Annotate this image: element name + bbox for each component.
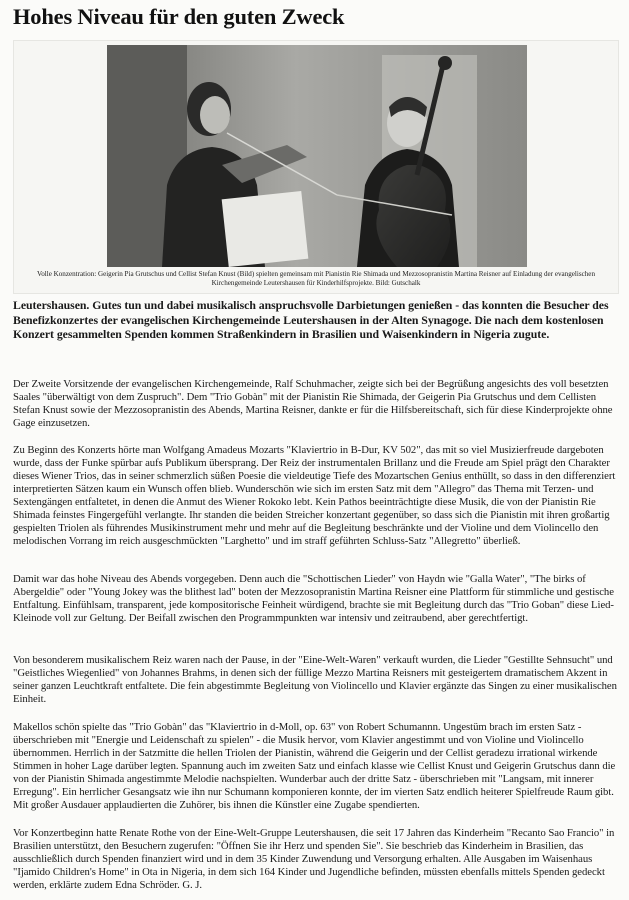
article-lead: Leutershausen. Gutes tun und dabei musikalisch anspruchsvolle Darbietungen genießen - das konnten die Besucher des Benefizkonzertes der evangelischen Kirchengemeinde Leutershausen in der Alten Synagoge. Die nach dem kostenlosen Konzert gesammelten Spenden kommen Straßenkindern in Brasilien und Waisenkindern in Nigeria zugute.: [13, 298, 609, 342]
article-paragraph: Damit war das hohe Niveau des Abends vorgegeben. Denn auch die "Schottischen Lieder" von Haydn wie "Galla Water", "The birks of Abergeldie" oder "Young Jokey was the blithest lad" boten der Mezzosopranistin Martina Reisner eine Plattform für stimmliche und gestische Entfaltung. Einfühlsam, transparent, jede kompositorische Feinheit würdigend, brachte sie mit Begleitung durch das "Trio Goban" diese Lied-Kleinode voll zur Geltung. Der Beifall zwischen den Programmpunkten war intensiv und zeitraubend, aber gerechtfertigt.: [13, 573, 614, 625]
photo-caption: Volle Konzentration: Geigerin Pia Grutschus und Cellist Stefan Knust (Bild) spielten gemeinsam mit Pianistin Rie Shimada und Mezzosopranistin Martina Reisner auf Einladung der evangelischen Kirchengemeinde Leutershausen für Kinderhilfsprojekte. Bild: Gutschalk: [37, 270, 595, 287]
article-paragraph: Zu Beginn des Konzerts hörte man Wolfgang Amadeus Mozarts "Klaviertrio in B-Dur, KV 502", das mit so viel Musizierfreude dargeboten wurde, dass der Funke spürbar aufs Publikum übersprang. Der Reiz der instrumentalen Brillanz und die Freude am Spiel prägt den Charakter dieses Wiener Trios, das in seiner schmerzlich süßen Poesie die vieldeutige Tiefe des Mozartschen Genius enthüllt, so dass in den differenziert interpretierten Sätzen kaum ein Wunsch offen blieb. Wunderschön wie sich im ersten Satz mit dem "Allegro" das Thema mit Terzen- und Sextengängen entfaltetet, in denen die Anmut des Wiener Rokoko lebt. Kein Pathos beeinträchtigte diese Musik, die von der Pianistin Rie Shimada feinstes Fingergefühl verlangte. Ihr standen die beiden Streicher konzertant gegenüber, so dass sich die Pianistin mit ihren großartig gespielten Triolen als führendes Musikinstrument mehr und mehr auf die Begleitung beschränkte und der Violine und dem Violincello den melodischen Vorrang im reich ausgeschmückten "Larghetto" und im straff geführten Schluss-Satz "Allegretto" überließ.: [13, 444, 616, 548]
article-paragraph: Von besonderem musikalischem Reiz waren nach der Pause, in der "Eine-Welt-Waren" verkauft wurden, die Lieder "Gestillte Sehnsucht" und "Geistliches Wiegenlied" von Johannes Brahms, in denen sich der füllige Mezzo Martina Reisners mit gesteigertem dramatischem Akzent in seiner ganzen Leuchtkraft entfaltete. Die fein abgestimmte Begleitung von Violincello und Klavier ergänzte das Singen zu einer musikalischen Einheit.: [13, 654, 617, 706]
article-title: Hohes Niveau für den guten Zweck: [13, 4, 345, 29]
article-paragraph: Der Zweite Vorsitzende der evangelischen Kirchengemeinde, Ralf Schuhmacher, zeigte sich bei der Begrüßung angesichts des voll besetzten Saales "überwältigt von dem Zuspruch". Dem "Trio Gobàn" mit der Pianistin Rie Shimada, der Geigerin Pia Grutschus und dem Cellisten Stefan Knust sowie der Mezzosopranistin des Abends, Martina Reisner, dankte er für die Hilfsbereitschaft, sich für diese Kinderprojekte ohne Gage einzusetzen.: [13, 378, 613, 430]
article-paragraph: Vor Konzertbeginn hatte Renate Rothe von der Eine-Welt-Gruppe Leutershausen, die seit 17 Jahren das Kinderheim "Recanto Sao Francio" in Brasilien unterstützt, den Besuchern zugerufen: "Öffnen Sie ihr Herz und spenden Sie". Sie beschrieb das Kinderheim in Brasilien, das ausschließlich durch Spenden finanziert wird und in dem 35 Kinder Zuwendung und Versorgung erhalten. Alle Ausgaben im Waisenhaus "Ijamido Children's Home" in Ota in Nigeria, in dem sich 164 Kinder und Jugendliche befinden, müssten ebenfalls mittels Spenden gedeckt werden, erklärte zudem Edna Schröder. G. J.: [13, 827, 615, 892]
photo-frame: [13, 40, 619, 294]
concert-photo: [107, 45, 527, 267]
concert-photo-illustration: [107, 45, 527, 267]
article-paragraph: Makellos schön spielte das "Trio Gobàn" das "Klaviertrio in d-Moll, op. 63" von Robert Schumannn. Ungestüm brach im ersten Satz - überschrieben mit "Energie und Leidenschaft zu spielen" - die Musik hervor, vom Klavier angestimmt und von Violine und Violincello übernommen. Herrlich in der Satzmitte die hellen Triolen der Pianistin, während die Geigerin und der Cellist geradezu irrational wirkende Stimmen in hoher Lage darüber legten. Spannung auch im zweiten Satz und einfach klasse wie Cellist Knust und Geigerin Grutschus dann die von der Pianistin Shimada angestimmte Melodie nachspielten. Wunderbar auch der dritte Satz - überschrieben mit "Langsam, mit innerer Erregung". Ein herrlicher Gesangsatz wie ihn nur Schumann komponieren konnte, der im vierten Satz endlich heiterer Spielfreude Raum gibt. Mit großer Ausdauer applaudierten die Zuhörer, bis ihnen die Künstler eine Zugabe spendierten.: [13, 721, 616, 812]
